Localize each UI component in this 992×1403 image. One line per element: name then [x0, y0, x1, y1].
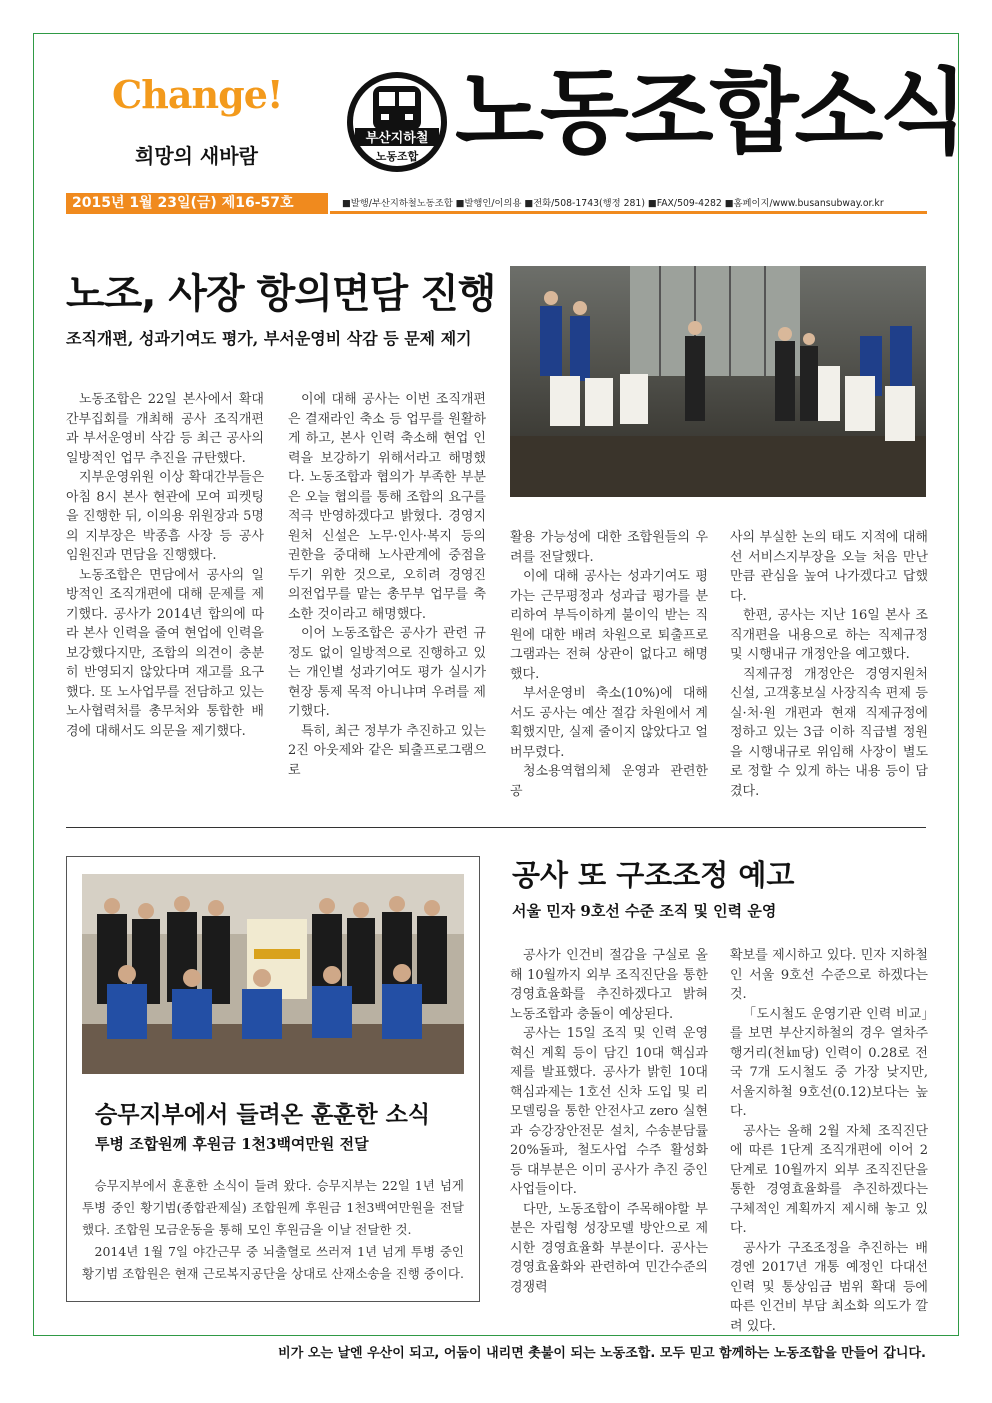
article1-column-4 — [730, 528, 928, 801]
publisher-info: ■발행/부산지하철노동조합 ■발행인/이의용 ■전화/508-1743(행정 281) ■FAX/509-4282 ■홈페이지/www.busansubway.or.kr — [342, 198, 884, 209]
paragraph: 부서운영비 축소(10%)에 대해서도 공사는 예산 절감 차원에서 계획했지만, 실제 줄이지 않았다고 얼버무렸다. — [510, 686, 708, 760]
article2-headline: 공사 또 구조조정 예고 — [512, 858, 795, 892]
paragraph: 승무지부에서 훈훈한 소식이 들려 왔다. 승무지부는 22일 1년 넘게 투병 중인 황기범(종합관제실) 조합원께 후원금 1천3백여만원을 전달했다. 조합원 모금운동을 통해 모인 후원금을 이날 전달한 것. — [82, 1178, 464, 1237]
paragraph: 공사가 인건비 절감을 구실로 올해 10월까지 외부 조직진단을 통한 경영효율화를 추진하겠다고 밝혀 노동조합과 충돌이 예상된다. — [510, 948, 708, 1022]
article2-column-2 — [730, 946, 928, 1336]
paragraph: 이어 노동조합은 공사가 관련 규정도 없이 일방적으로 진행하고 있는 개인별 성과기여도 평가 실시가 현장 통제 목적 아니냐며 우려를 제기했다. — [288, 626, 486, 719]
protest-photo — [510, 266, 926, 497]
change-logo: Change! — [112, 72, 283, 117]
paragraph: 특히, 최근 정부가 추진하고 있는 2진 아웃제와 같은 퇴출프로그램으로 — [288, 723, 486, 778]
box-headline: 승무지부에서 들려온 훈훈한 소식 — [95, 1101, 431, 1128]
paragraph: 「도시철도 운영기관 인력 비교」를 보면 부산지하철의 경우 열차주행거리(천㎞당) 인력이 0.28로 전국 7개 도시철도 중 가장 낮지만, 서울지하철 9호선(0.12)보다는 높다. — [730, 1006, 928, 1119]
article2-column-1 — [510, 946, 708, 1297]
footer-slogan: 비가 오는 날엔 우산이 되고, 어둠이 내리면 촛불이 되는 노동조합. 모두 믿고 함께하는 노동조합을 만들어 갑니다. — [278, 1346, 926, 1361]
paragraph: 직제규정 개정안은 경영지원처 신설, 고객홍보실 사장직속 편제 등 실·처·원 개편과 현재 직제규정에 정하고 있는 3급 이하 직급별 정원을 시행내규로 위임해 사장이 별도로 정할 수 있게 하는 내용 등이 담겼다. — [730, 666, 928, 799]
article1-headline: 노조, 사장 항의면담 진행 — [66, 271, 496, 317]
paragraph: 공사는 올해 2월 자체 조직진단에 따른 1단계 조직개편에 이어 2단계로 10월까지 외부 조직진단을 통한 경영효율화를 추진하겠다는 구체적인 계획까지 제시해 놓고 있다. — [730, 1123, 928, 1236]
article1-column-1 — [66, 390, 264, 741]
slogan: 희망의 새바람 — [135, 144, 258, 168]
union-emblem — [345, 70, 449, 174]
header-rule — [330, 211, 927, 214]
issue-date: 2015년 1월 23일(금) 제16-57호 — [66, 193, 328, 214]
box-body — [82, 1175, 464, 1285]
paragraph: 공사가 구조조정을 추진하는 배경엔 2017년 개통 예정인 다대선 인력 및 통상임금 범위 확대 등에 따른 인건비 부담 최소화 의도가 깔려 있다. — [730, 1240, 928, 1334]
article1-column-3 — [510, 528, 708, 801]
group-photo — [82, 874, 464, 1074]
box-subhead: 투병 조합원께 후원금 1천3백여만원 전달 — [95, 1135, 369, 1153]
paragraph: 공사는 15일 조직 및 인력 운영 혁신 계획 등이 담긴 10대 핵심과제를 발표했다. 공사가 밝힌 10대 핵심과제는 1호선 신차 도입 및 리모델링을 통한 안전사고 zero 실현과 승강장안전문 설치, 수송분담률 20%돌파, 철도사업 수주 활성화 등 대부분은 이미 공사가 추진 중인 사업들이다. — [510, 1026, 708, 1197]
paragraph: 한편, 공사는 지난 16일 본사 조직개편을 내용으로 하는 직제규정 및 시행내규 개정안을 예고했다. — [730, 608, 928, 662]
paragraph: 이에 대해 공사는 이번 조직개편은 결재라인 축소 등 업무를 원활하게 하고, 본사 인력 축소해 현업 인력을 보강하기 위해서라고 해명했다. 노동조합과 협의가 부족한 부분은 오늘 협의를 통해 조합의 요구를 적극 반영하겠다고 밝혔다. 경영지원처 신설은 노무·인사·복지 등의 권한을 중대해 노사관계에 중점을 두기 위한 것으로, 오히려 경영진 의전업무를 맡는 총무부 업무를 축소한 것이라고 해명했다. — [288, 392, 486, 622]
emblem-bottom-text: 노동조합 — [375, 150, 419, 163]
paragraph: 활용 가능성에 대한 조합원들의 우려를 전달했다. — [510, 530, 708, 565]
paragraph: 다만, 노동조합이 주목해야할 부분은 자립형 성장모델 방안으로 제시한 경영효율화 부분이다. 공사는 경영효율화와 관련하여 민간수준의 경쟁력 — [510, 1201, 708, 1295]
section-divider — [66, 827, 926, 828]
paragraph: 확보를 제시하고 있다. 민자 지하철인 서울 9호선 수준으로 하겠다는 것. — [730, 948, 928, 1002]
emblem-top-text: 부산지하철 — [365, 131, 429, 146]
article1-subhead: 조직개편, 성과기여도 평가, 부서운영비 삭감 등 문제 제기 — [66, 329, 472, 348]
paragraph: 이에 대해 공사는 성과기여도 평가는 근무평정과 성과급 평가를 분리하여 부득이하게 불이익 받는 직원에 대한 배려 차원으로 퇴출프로그램과는 전혀 상관이 없다고 해명했다. — [510, 569, 708, 682]
paragraph: 사의 부실한 논의 태도 지적에 대해 선 서비스지부장을 오늘 처음 만난 만큼 관심을 높여 나가겠다고 답했다. — [730, 530, 928, 604]
article2-subhead: 서울 민자 9호선 수준 조직 및 인력 운영 — [512, 902, 777, 920]
paragraph: 지부운영위원 이상 확대간부들은 아침 8시 본사 현관에 모여 피켓팅을 진행한 뒤, 이의용 위원장과 5명의 지부장은 박종흠 사장 등 공사 임원진과 면담을 진행했다. — [66, 470, 264, 563]
newsletter-title: 노동조합소식 — [455, 58, 965, 166]
paragraph: 청소용역협의체 운영과 관련한 공 — [510, 764, 708, 799]
paragraph: 노동조합은 22일 본사에서 확대간부집회를 개최해 공사 조직개편과 부서운영비 삭감 등 최근 공사의 일방적인 업무 추진을 규탄했다. — [66, 392, 264, 466]
paragraph: 2014년 1월 7일 야간근무 중 뇌출혈로 쓰러져 1년 넘게 투병 중인 황기범 조합원은 현재 근로복지공단을 상대로 산재소송을 진행 중이다. — [82, 1244, 464, 1281]
article1-column-2 — [288, 390, 486, 780]
paragraph: 노동조합은 면담에서 공사의 일방적인 조직개편에 대해 문제를 제기했다. 공사가 2014년 합의에 따라 본사 인력을 줄여 현업에 인력을 보강했다지만, 조합의 의견이 충분히 반영되지 않았다며 재고를 요구했다. 또 노사업무를 전담하고 있는 노사협력처를 총무처와 통합한 배경에 대해서도 의문을 제기했다. — [66, 567, 264, 739]
